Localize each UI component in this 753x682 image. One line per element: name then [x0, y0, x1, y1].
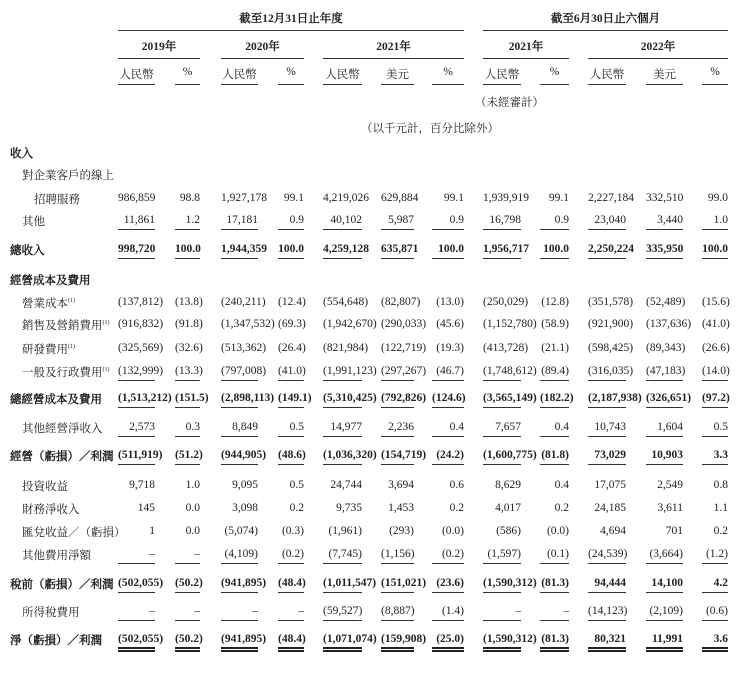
value-cell: (0.3) [281, 525, 304, 537]
value-cell: (58.9) [541, 318, 569, 330]
table-row [0, 418, 753, 438]
value-cell: 1,944,359 [221, 240, 258, 259]
value-cell: (24.2) [432, 446, 464, 465]
value-cell: 2,236 [381, 418, 414, 437]
value-cell: 100.0 [175, 240, 200, 259]
value-cell: (13.3) [175, 362, 200, 381]
value-cell: (293) [389, 525, 414, 537]
footnote-marker: (1) [102, 367, 110, 374]
value-cell: (316,035) [588, 362, 626, 381]
value-cell: 24,185 [594, 502, 626, 514]
value-cell: (45.6) [436, 318, 464, 330]
value-cell: 3,694 [388, 479, 414, 491]
value-cell: (81.3) [540, 574, 569, 593]
value-cell: (3,565,149) [483, 389, 521, 408]
value-cell: 98.8 [179, 192, 200, 204]
value-cell: 1 [149, 525, 155, 537]
value-cell: (1,011,547) [323, 574, 362, 593]
table-row [0, 339, 753, 359]
value-cell: 0.4 [432, 418, 464, 437]
value-cell: (8,887) [381, 602, 414, 621]
value-cell: (52,489) [646, 296, 686, 308]
row-label [22, 317, 110, 333]
table-row [0, 389, 753, 409]
value-cell: (151.5) [175, 389, 200, 408]
row-label [34, 191, 80, 207]
value-cell: (1,597) [483, 545, 521, 564]
table-row [0, 315, 753, 335]
value-cell: (250,029) [483, 296, 529, 308]
value-cell: 629,884 [381, 192, 419, 204]
value-cell: 99.1 [283, 192, 304, 204]
value-cell: (1.2) [702, 545, 728, 564]
value-cell: (124.6) [432, 389, 464, 408]
row-label-text: 其他費用淨額 [22, 550, 91, 562]
value-cell: (351,578) [588, 296, 634, 308]
table-row [0, 362, 753, 382]
value-cell: (4,109) [221, 545, 258, 564]
value-cell: (149.1) [278, 389, 304, 408]
value-cell: 10,903 [646, 446, 683, 465]
row-label-text: 其他經營淨收入 [22, 423, 103, 435]
value-cell: 701 [665, 525, 683, 537]
value-cell: (1.4) [432, 602, 464, 621]
value-cell: (50.2) [175, 574, 200, 593]
value-cell: (502,055) [118, 630, 155, 652]
value-cell: 0.9 [432, 211, 464, 230]
divider [483, 58, 569, 59]
value-cell: 0.0 [185, 502, 200, 514]
value-cell: 0.5 [278, 418, 304, 437]
value-cell: (921,900) [588, 318, 634, 330]
value-cell: (240,211) [221, 296, 266, 308]
value-cell: (1,152,780) [483, 318, 537, 330]
value-cell: (1,600,775) [483, 446, 521, 465]
value-cell: 998,720 [118, 240, 155, 259]
column-header: 人民幣 [323, 66, 362, 85]
footnote-marker: (1) [102, 320, 110, 327]
column-header: 美元 [381, 66, 414, 85]
value-cell: (159,908) [381, 630, 414, 652]
value-cell: (325,569) [118, 342, 164, 354]
table-row [0, 630, 753, 650]
value-cell: 1,604 [646, 418, 683, 437]
value-cell: 0.2 [713, 525, 728, 537]
value-cell: 1.0 [185, 479, 200, 491]
row-label-text: 稅前（虧損）／利潤 [10, 579, 114, 591]
value-cell: (290,033) [381, 318, 427, 330]
value-cell: (916,832) [118, 318, 164, 330]
value-cell: (13.0) [436, 296, 464, 308]
column-header: % [175, 66, 200, 85]
value-cell: 4.2 [702, 574, 728, 593]
value-cell: (1,942,670) [323, 318, 377, 330]
value-cell: 0.4 [554, 479, 569, 491]
value-cell: (47,183) [646, 362, 683, 381]
value-cell: 73,029 [588, 446, 626, 465]
value-cell: (69.3) [278, 318, 306, 330]
value-cell: – [118, 545, 155, 564]
value-cell: 1,939,919 [483, 192, 529, 204]
row-label [22, 524, 126, 540]
row-label-text: 財務淨收入 [22, 504, 80, 516]
value-cell: (0.2) [278, 545, 304, 564]
value-cell: 0.8 [713, 479, 728, 491]
row-label-text: 總經營成本及費用 [10, 394, 102, 406]
value-cell: 100.0 [278, 240, 304, 259]
value-cell: (19.3) [436, 342, 464, 354]
value-cell: (1,961) [328, 525, 362, 537]
value-cell: (132,999) [118, 362, 155, 381]
value-cell: 3,611 [657, 502, 683, 514]
value-cell: – [221, 602, 258, 621]
row-label [22, 501, 80, 517]
value-cell: (1,156) [381, 545, 414, 564]
row-label [22, 213, 45, 229]
value-cell: (511,919) [118, 446, 155, 465]
value-cell: (1,036,320) [323, 446, 362, 465]
value-cell: 11,991 [646, 630, 683, 652]
value-cell: 99.0 [707, 192, 728, 204]
value-cell: 7,657 [483, 418, 521, 437]
value-cell: (2,109) [646, 602, 683, 621]
divider [323, 58, 464, 59]
value-cell: 635,871 [381, 240, 414, 259]
value-cell: (41.0) [278, 362, 304, 381]
value-cell: 4,694 [600, 525, 626, 537]
value-cell: 9,735 [336, 502, 362, 514]
row-label-text: 收入 [10, 148, 33, 160]
value-cell: (1,991,123) [323, 362, 362, 381]
value-cell: 80,321 [588, 630, 626, 652]
column-header: % [432, 66, 464, 85]
value-cell: 0.6 [449, 479, 464, 491]
row-label [22, 295, 75, 311]
value-cell: 4,259,128 [323, 240, 362, 259]
table-row [0, 499, 753, 519]
value-cell: (1,748,612) [483, 362, 521, 381]
unaudited-note: （未經審計） [475, 97, 544, 109]
table-row [0, 165, 753, 185]
value-cell: (1,513,212) [118, 389, 155, 408]
divider [588, 58, 728, 59]
value-cell: (0.2) [432, 545, 464, 564]
table-row [0, 476, 753, 496]
value-cell: (326,651) [646, 389, 683, 408]
value-cell: (792,826) [381, 389, 414, 408]
value-cell: 5,987 [381, 211, 414, 230]
column-header: 美元 [646, 66, 683, 85]
value-cell: 3.3 [702, 446, 728, 465]
value-cell: (1,071,074) [323, 630, 362, 652]
row-label-text: 對企業客戶的線上 [22, 170, 114, 182]
value-cell: 2,573 [118, 418, 155, 437]
value-cell: 2,549 [657, 479, 683, 491]
column-header: % [702, 66, 728, 85]
value-cell: 0.2 [554, 502, 569, 514]
row-label-text: 一般及行政費用 [22, 367, 103, 379]
value-cell: (26.6) [702, 342, 730, 354]
row-label [22, 478, 68, 494]
value-cell: (89,343) [646, 342, 686, 354]
value-cell: 9,095 [232, 479, 258, 491]
value-cell: 0.9 [540, 211, 569, 230]
table-row [0, 522, 753, 542]
value-cell: (48.6) [278, 446, 304, 465]
footnote-marker: (1) [68, 344, 75, 351]
divider [118, 58, 200, 59]
value-cell: 0.2 [449, 502, 464, 514]
value-cell: 0.0 [185, 525, 200, 537]
value-cell: (2,898,113) [221, 389, 258, 408]
value-cell: (413,728) [483, 342, 529, 354]
value-cell: (12.8) [541, 296, 569, 308]
value-cell: (26.4) [278, 342, 306, 354]
column-header: 人民幣 [221, 66, 258, 85]
value-cell: (48.4) [278, 630, 304, 652]
value-cell: (182.2) [540, 389, 569, 408]
row-label [10, 448, 114, 464]
row-label-text: 銷售及營銷費用 [22, 320, 103, 332]
column-header: 人民幣 [118, 66, 155, 85]
unit-note: （以千元計，百分比除外） [361, 123, 499, 135]
value-cell: (1,590,312) [483, 574, 521, 593]
value-cell: 1,927,178 [221, 192, 267, 204]
value-cell: 94,444 [588, 574, 626, 593]
value-cell: – [118, 602, 155, 621]
year-header: 2021年 [508, 41, 544, 53]
value-cell: 3,440 [646, 211, 683, 230]
column-header: % [540, 66, 569, 85]
row-label-text: 總收入 [10, 245, 45, 257]
row-label-text: 研發費用 [22, 344, 68, 356]
value-cell: 14,100 [646, 574, 683, 593]
value-cell: 1.1 [713, 502, 728, 514]
row-label [10, 272, 91, 288]
column-header: 人民幣 [483, 66, 521, 85]
column-header: % [278, 66, 304, 85]
value-cell: (1,347,532) [221, 318, 275, 330]
value-cell: (21.1) [541, 342, 569, 354]
value-cell: 9,718 [129, 479, 155, 491]
row-label-text: 所得稅費用 [22, 607, 80, 619]
row-label-text: 匯兌收益／（虧損） [22, 527, 126, 539]
value-cell: 335,950 [646, 240, 683, 259]
value-cell: (91.8) [175, 318, 203, 330]
value-cell: (89.4) [540, 362, 569, 381]
value-cell: 100.0 [432, 240, 464, 259]
value-cell: (14.0) [702, 362, 728, 381]
table-row [0, 602, 753, 622]
divider [221, 58, 304, 59]
row-label [22, 341, 75, 357]
row-label [22, 604, 80, 620]
row-label [22, 364, 110, 380]
value-cell: 11,861 [118, 211, 155, 230]
value-cell: 99.1 [443, 192, 464, 204]
value-cell: 17,181 [221, 211, 258, 230]
row-label [10, 576, 114, 592]
value-cell: 332,510 [646, 192, 684, 204]
table-row [0, 446, 753, 466]
value-cell: 4,017 [495, 502, 521, 514]
row-label [10, 391, 102, 407]
year-header: 2022年 [640, 41, 676, 53]
value-cell: (122,719) [381, 342, 427, 354]
value-cell: (24,539) [588, 545, 626, 564]
row-label-text: 經營（虧損）／利潤 [10, 451, 114, 463]
row-label [22, 167, 114, 183]
value-cell: (23.6) [432, 574, 464, 593]
value-cell: 145 [137, 502, 155, 514]
value-cell: (59,527) [323, 602, 362, 621]
table-row [0, 574, 753, 594]
value-cell: (586) [496, 525, 521, 537]
year-header: 2019年 [141, 41, 177, 53]
value-cell: (137,812) [118, 296, 164, 308]
value-cell: (151,021) [381, 574, 414, 593]
value-cell: (15.6) [702, 296, 730, 308]
value-cell: 17,075 [594, 479, 626, 491]
year-header: 2021年 [376, 41, 411, 53]
divider [118, 30, 464, 31]
value-cell: – [483, 602, 521, 621]
table-row [0, 211, 753, 231]
value-cell: – [540, 602, 569, 621]
value-cell: (46.7) [432, 362, 464, 381]
value-cell: 4,219,026 [323, 192, 369, 204]
row-label-text: 投資收益 [22, 481, 68, 493]
value-cell: 100.0 [702, 240, 728, 259]
value-cell: 23,040 [588, 211, 626, 230]
value-cell: 1.0 [702, 211, 728, 230]
value-cell: 986,859 [118, 192, 156, 204]
row-label-text: 經營成本及費用 [10, 275, 91, 287]
value-cell: (25.0) [432, 630, 464, 652]
value-cell: (14,123) [588, 602, 626, 621]
value-cell: 0.5 [702, 418, 728, 437]
value-cell: 8,629 [495, 479, 521, 491]
period-fy-header: 截至12月31日止年度 [239, 13, 343, 25]
value-cell: 0.2 [289, 502, 304, 514]
value-cell: (82,807) [381, 296, 421, 308]
value-cell: 10,743 [588, 418, 626, 437]
divider [483, 30, 728, 31]
value-cell: (0.0) [546, 525, 569, 537]
value-cell: (502,055) [118, 574, 155, 593]
column-header: 人民幣 [588, 66, 626, 85]
value-cell: 0.9 [278, 211, 304, 230]
value-cell: 0.5 [289, 479, 304, 491]
row-label [22, 420, 103, 436]
value-cell: – [175, 602, 200, 621]
row-label [22, 547, 91, 563]
row-label-text: 其他 [22, 216, 45, 228]
row-label [10, 632, 102, 648]
value-cell: (513,362) [221, 342, 267, 354]
value-cell: – [278, 602, 304, 621]
value-cell: (12.4) [278, 296, 306, 308]
value-cell: – [175, 545, 200, 564]
value-cell: (941,895) [221, 574, 258, 593]
value-cell: (554,648) [323, 296, 369, 308]
value-cell: (97.2) [702, 389, 728, 408]
value-cell: 2,227,184 [588, 192, 634, 204]
value-cell: (944,905) [221, 446, 258, 465]
value-cell: (0.1) [540, 545, 569, 564]
table-row [0, 189, 753, 209]
value-cell: 1.2 [175, 211, 200, 230]
value-cell: (32.6) [175, 342, 203, 354]
value-cell: (5,074) [224, 525, 258, 537]
value-cell: (51.2) [175, 446, 200, 465]
value-cell: (598,425) [588, 342, 634, 354]
value-cell: (154,719) [381, 446, 414, 465]
value-cell: (5,310,425) [323, 389, 362, 408]
value-cell: 0.3 [175, 418, 200, 437]
row-label-text: 淨（虧損）／利潤 [10, 635, 102, 647]
value-cell: (41.0) [702, 318, 730, 330]
table-row [0, 143, 753, 163]
value-cell: 16,798 [483, 211, 521, 230]
period-h1-header: 截至6月30日止六個月 [550, 13, 661, 25]
value-cell: 24,744 [330, 479, 362, 491]
table-row [0, 240, 753, 260]
value-cell: 3.6 [702, 630, 728, 652]
value-cell: 8,849 [221, 418, 258, 437]
value-cell: (81.3) [540, 630, 569, 652]
value-cell: 1,956,717 [483, 240, 521, 259]
row-label-text: 營業成本 [22, 298, 68, 310]
year-header: 2020年 [245, 41, 280, 53]
table-row [0, 545, 753, 565]
table-row [0, 270, 753, 290]
value-cell: (1,590,312) [483, 630, 521, 652]
value-cell: (821,984) [323, 342, 369, 354]
value-cell: 40,102 [323, 211, 362, 230]
value-cell: (81.8) [540, 446, 569, 465]
table-row [0, 293, 753, 313]
value-cell: 0.4 [540, 418, 569, 437]
value-cell: (2,187,938) [588, 389, 626, 408]
row-label-text: 招聘服務 [34, 194, 80, 206]
value-cell: (3,664) [646, 545, 683, 564]
value-cell: (0.6) [702, 602, 728, 621]
value-cell: 14,977 [323, 418, 362, 437]
value-cell: (137,636) [646, 318, 692, 330]
value-cell: 1,453 [388, 502, 414, 514]
value-cell: (7,745) [323, 545, 362, 564]
value-cell: (50.2) [175, 630, 200, 652]
value-cell: (941,895) [221, 630, 258, 652]
row-label [10, 242, 45, 258]
value-cell: 3,098 [232, 502, 258, 514]
value-cell: 100.0 [540, 240, 569, 259]
row-label [10, 145, 33, 161]
value-cell: (48.4) [278, 574, 304, 593]
footnote-marker: (1) [68, 298, 75, 305]
value-cell: 99.1 [548, 192, 569, 204]
value-cell: (297,267) [381, 362, 414, 381]
value-cell: (797,008) [221, 362, 258, 381]
value-cell: 2,250,224 [588, 240, 626, 259]
value-cell: (0.0) [441, 525, 464, 537]
value-cell: (13.8) [175, 296, 203, 308]
